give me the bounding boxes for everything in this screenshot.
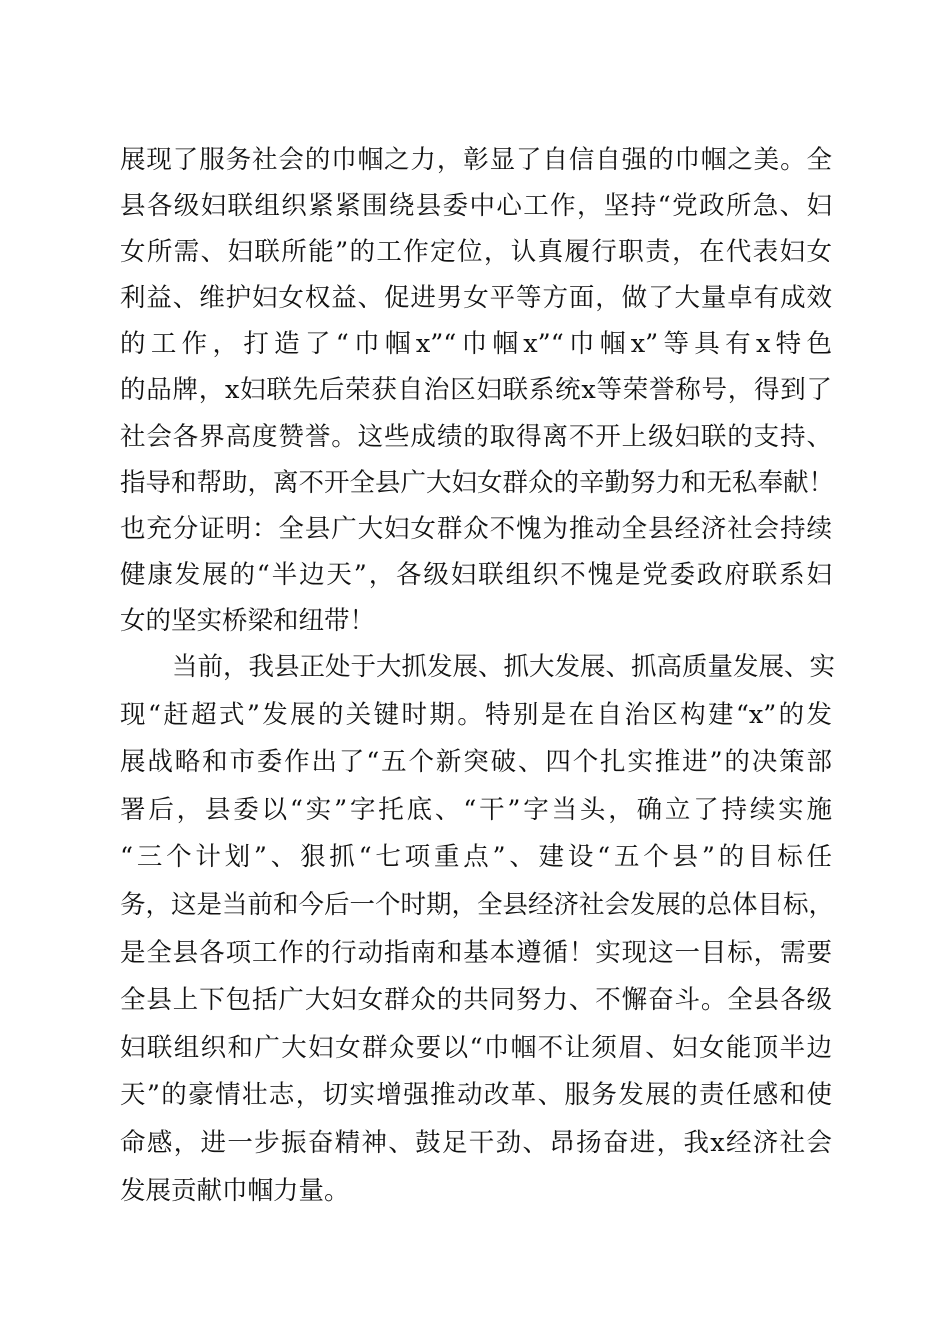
text-line: 发展贡献巾帼力量。 [120,1175,350,1206]
text-line: 署后，县委以“实”字托底、“干”字当头，确立了持续实施 [120,794,832,825]
text-line: 女的坚实桥梁和纽带！ [120,605,376,636]
text-line: 现“赶超式”发展的关键时期。特别是在自治区构建“x”的发 [120,699,832,730]
text-line: “三个计划”、狠抓“七项重点”、建设“五个县”的目标任 [120,842,832,873]
paragraph-1 [120,137,835,644]
text-line: 指导和帮助，离不开全县广大妇女群众的辛勤努力和无私奉献！ [120,467,835,498]
text-line: 天”的豪情壮志，切实增强推动改革、服务发展的责任感和使 [120,1080,832,1111]
text-line: 女所需、妇联所能”的工作定位，认真履行职责，在代表妇女 [120,237,832,268]
text-line: 当前，我县正处于大抓发展、抓大发展、抓高质量发展、实 [172,652,836,682]
text-line: 也充分证明：全县广大妇女群众不愧为推动全县经济社会持续 [120,513,832,544]
text-line: 社会各界高度赞誉。这些成绩的取得离不开上级妇联的支持、 [120,421,832,452]
text-line: 务，这是当前和今后一个时期，全县经济社会发展的总体目标， [120,889,835,920]
text-line: 命感，进一步振奋精神、鼓足干劲、昂扬奋进，我x经济社会 [120,1127,832,1158]
text-line: 的品牌，x妇联先后荣获自治区妇联系统x等荣誉称号，得到了 [120,375,832,406]
paragraph-2 [120,644,836,1215]
text-line: 的工作，打造了“巾帼x”“巾帼x”“巾帼x”等具有x特色 [120,329,832,360]
text-line: 健康发展的“半边天”，各级妇联组织不愧是党委政府联系妇 [120,559,832,590]
text-line: 利益、维护妇女权益、促进男女平等方面，做了大量卓有成效 [120,283,832,314]
text-line: 妇联组织和广大妇女群众要以“巾帼不让须眉、妇女能顶半边 [120,1032,832,1063]
text-line: 全县上下包括广大妇女群众的共同努力、不懈奋斗。全县各级 [120,985,832,1016]
text-line: 县各级妇联组织紧紧围绕县委中心工作，坚持“党政所急、妇 [120,191,832,222]
text-line: 展战略和市委作出了“五个新突破、四个扎实推进”的决策部 [120,747,832,778]
text-line: 是全县各项工作的行动指南和基本遵循！实现这一目标，需要 [120,937,832,968]
text-line: 展现了服务社会的巾帼之力，彰显了自信自强的巾帼之美。全 [120,145,832,175]
